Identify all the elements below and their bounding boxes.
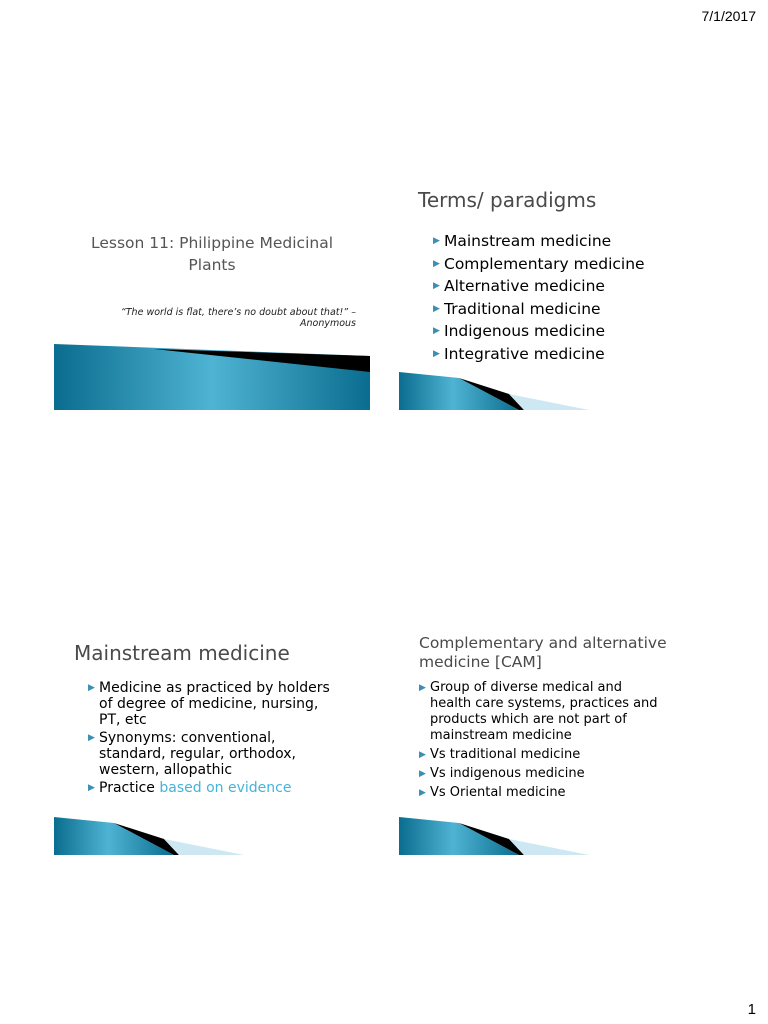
triangle-bullet-icon: ▶: [419, 683, 426, 693]
list-item: ▶ Practice based on evidence: [88, 780, 292, 796]
document-date: 7/1/2017: [701, 8, 756, 24]
list-item: ▶ Vs Oriental medicine: [419, 785, 566, 800]
list-item: ▶ Complementary medicine: [433, 253, 645, 276]
triangle-bullet-icon: ▶: [433, 236, 440, 246]
triangle-bullet-icon: ▶: [433, 258, 440, 269]
slide-cam: [399, 617, 715, 855]
triangle-bullet-icon: ▶: [419, 769, 426, 779]
triangle-bullet-icon: ▶: [433, 303, 440, 314]
slide-decorative-wave: [399, 817, 715, 855]
slide-title: [419, 634, 667, 672]
list-item: ▶ Synonyms: conventional, standard, regular, orthodox, western, allopathic: [88, 730, 296, 778]
triangle-bullet-icon: ▶: [433, 348, 440, 359]
slide-title: Terms/ paradigms: [418, 188, 597, 212]
list-item: ▶ Indigenous medicine: [433, 320, 645, 343]
slide-lesson-title: [54, 172, 370, 410]
cam-list: [419, 680, 713, 801]
slide-title: Mainstream medicine: [74, 641, 290, 665]
list-item: ▶ Medicine as practiced by holders of degree of medicine, nursing, PT, etc: [88, 680, 330, 728]
slide-decorative-wave: [399, 372, 715, 410]
triangle-bullet-icon: ▶: [88, 733, 95, 743]
highlight-text: based on evidence: [159, 780, 292, 796]
epigraph-quote: [94, 307, 356, 329]
slide-mainstream-medicine: [54, 617, 370, 855]
list-item: ▶ Mainstream medicine: [433, 230, 645, 253]
list-item: ▶ Traditional medicine: [433, 298, 645, 321]
list-item: ▶ Integrative medicine: [433, 343, 645, 366]
lesson-title: [72, 232, 352, 276]
slide-decorative-wave: [54, 344, 370, 410]
slide-terms-paradigms: [399, 172, 715, 410]
triangle-bullet-icon: ▶: [419, 788, 426, 798]
quote-attribution: Anonymous: [299, 318, 356, 329]
triangle-bullet-icon: ▶: [88, 683, 95, 693]
terms-list: [433, 230, 645, 366]
triangle-bullet-icon: ▶: [419, 750, 426, 760]
lesson-title-line-1: Lesson 11: Philippine Medicinal: [90, 234, 334, 252]
list-item: ▶ Vs traditional medicine: [419, 747, 581, 762]
list-item: ▶ Vs indigenous medicine: [419, 766, 585, 781]
slide-decorative-wave: [54, 817, 370, 855]
list-item: ▶ Group of diverse medical and health care systems, practices and products which are not part of mainstream medicine: [419, 680, 658, 743]
quote-line-1: “The world is flat, there’s no doubt about that!” –: [120, 307, 356, 318]
list-item: ▶ Alternative medicine: [433, 275, 645, 298]
slide-title-line-2: medicine [CAM]: [419, 653, 542, 671]
lesson-title-line-2: Plants: [188, 256, 236, 274]
triangle-bullet-icon: ▶: [88, 783, 95, 793]
triangle-bullet-icon: ▶: [433, 281, 440, 292]
slide-title-line-1: Complementary and alternative: [419, 634, 667, 652]
triangle-bullet-icon: ▶: [433, 326, 440, 337]
page-number: 1: [747, 1001, 756, 1018]
mainstream-list: [88, 680, 366, 796]
